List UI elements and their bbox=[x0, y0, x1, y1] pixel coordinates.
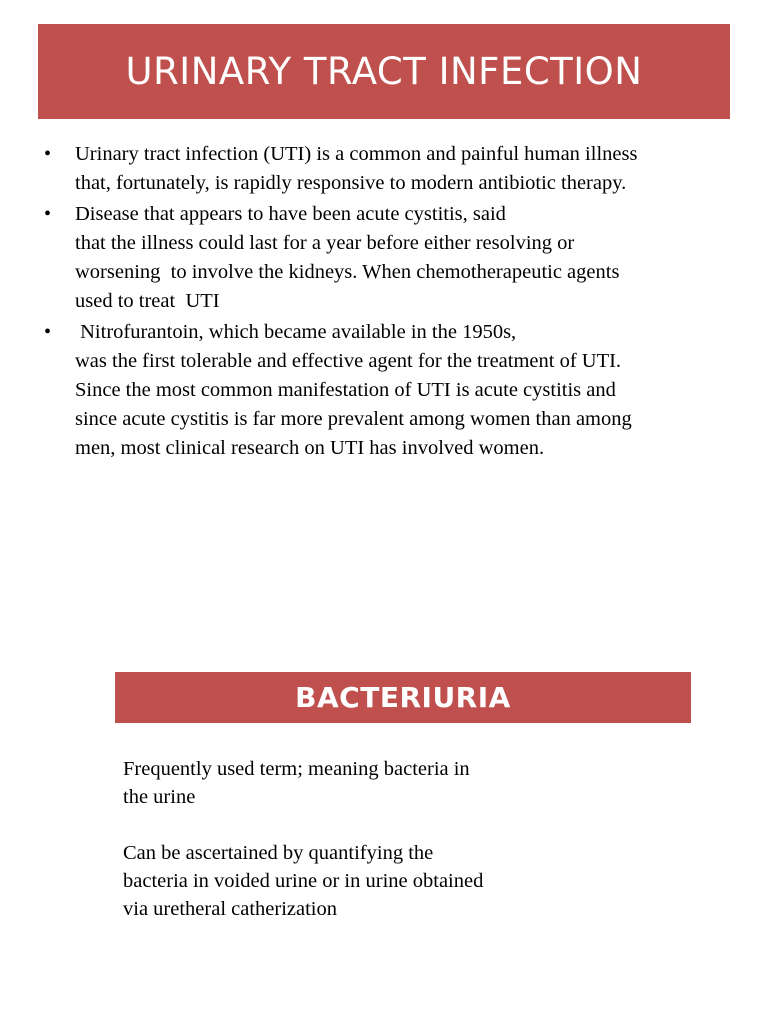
bullet-marker: • bbox=[44, 143, 52, 165]
paragraph-line: Can be ascertained by quantifying the bbox=[123, 842, 434, 864]
paragraph-line: bacteria in voided urine or in urine obtained bbox=[123, 870, 484, 892]
bullet-text-line: used to treat UTI bbox=[75, 290, 220, 312]
bullet-item bbox=[44, 200, 734, 316]
bullet-text-line: that the illness could last for a year before either resolving or bbox=[75, 232, 575, 254]
paragraph-line: Frequently used term; meaning bacteria in bbox=[123, 758, 470, 780]
title-banner bbox=[38, 24, 730, 119]
bullet-text-line: since acute cystitis is far more prevalent among women than among bbox=[75, 408, 632, 430]
method-paragraph bbox=[123, 839, 553, 923]
bullet-item bbox=[44, 318, 734, 463]
paragraph-line: via uretheral catherization bbox=[123, 898, 337, 920]
bullet-text-line: was the first tolerable and effective agent for the treatment of UTI. bbox=[75, 350, 622, 372]
bullet-marker: • bbox=[44, 203, 52, 225]
bullet-text-line: Since the most common manifestation of UTI is acute cystitis and bbox=[75, 379, 616, 401]
section-banner bbox=[115, 672, 691, 723]
bullet-text-line: Disease that appears to have been acute cystitis, said bbox=[75, 203, 506, 225]
paragraph-line: the urine bbox=[123, 786, 196, 808]
bullet-marker: • bbox=[44, 321, 52, 343]
bullet-text-line: men, most clinical research on UTI has involved women. bbox=[75, 437, 545, 459]
bullet-item bbox=[44, 140, 734, 198]
bullet-text-line: that, fortunately, is rapidly responsive to modern antibiotic therapy. bbox=[75, 172, 627, 194]
bullet-list bbox=[44, 140, 734, 465]
section-heading: BACTERIURIA bbox=[295, 681, 511, 714]
bullet-text-line: Nitrofurantoin, which became available in the 1950s, bbox=[75, 321, 517, 343]
bullet-text-line: Urinary tract infection (UTI) is a common and painful human illness bbox=[75, 143, 638, 165]
bullet-text-line: worsening to involve the kidneys. When chemotherapeutic agents bbox=[75, 261, 620, 283]
page-title: URINARY TRACT INFECTION bbox=[125, 50, 643, 93]
definition-paragraph bbox=[123, 755, 553, 811]
